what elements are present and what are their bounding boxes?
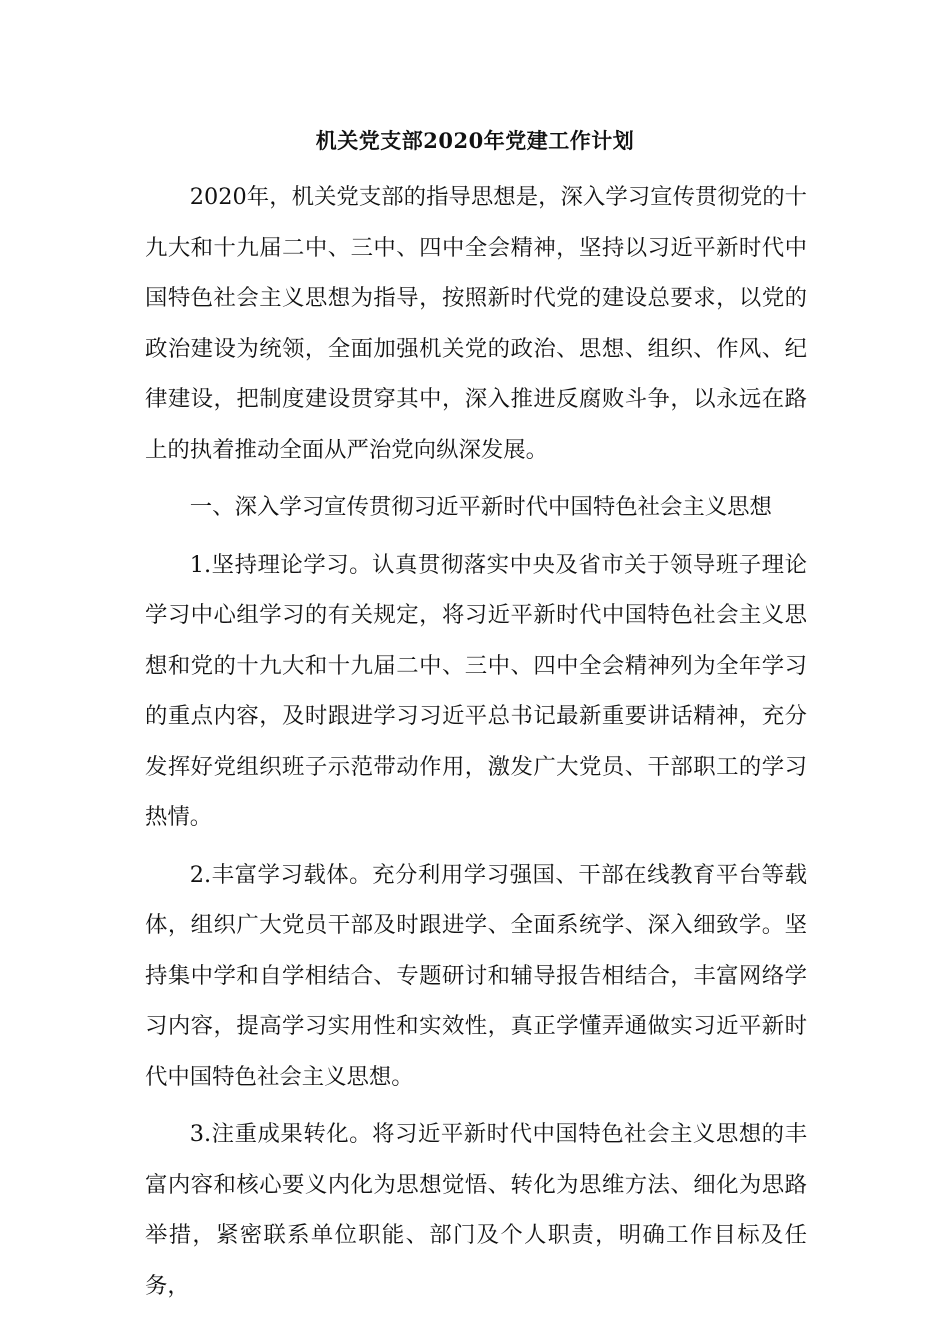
paragraph-item-3: 3.注重成果转化。将习近平新时代中国特色社会主义思想的丰富内容和核心要义内化为思想觉悟、转化为思维方法、细化为思路举措，紧密联系单位职能、部门及个人职责，明确工作目标及任务， [145, 1121, 807, 1299]
document-body [145, 172, 807, 1311]
section-heading-1: 一、深入学习宣传贯彻习近平新时代中国特色社会主义思想 [189, 494, 772, 520]
paragraph-item-1: 1.坚持理论学习。认真贯彻落实中央及省市关于领导班子理论学习中心组学习的有关规定，将习近平新时代中国特色社会主义思想和党的十九大和十九届二中、三中、四中全会精神列为全年学习的重点内容，及时跟进学习习近平总书记最新重要讲话精神，充分发挥好党组织班子示范带动作用，激发广大党员、干部职工的学习热情。 [145, 551, 807, 830]
paragraph-guiding-thought: 2020年，机关党支部的指导思想是，深入学习宣传贯彻党的十九大和十九届二中、三中、四中全会精神，坚持以习近平新时代中国特色社会主义思想为指导，按照新时代党的建设总要求，以党的政治建设为统领，全面加强机关党的政治、思想、组织、作风、纪律建设，把制度建设贯穿其中，深入推进反腐败斗争，以永远在路上的执着推动全面从严治党向纵深发展。 [145, 184, 807, 463]
document-title: 机关党支部2020年党建工作计划 [315, 128, 635, 153]
paragraph-item-2: 2.丰富学习载体。充分利用学习强国、干部在线教育平台等载体，组织广大党员干部及时跟进学、全面系统学、深入细致学。坚持集中学和自学相结合、专题研讨和辅导报告相结合，丰富网络学习内容，提高学习实用性和实效性，真正学懂弄通做实习近平新时代中国特色社会主义思想。 [145, 861, 807, 1090]
